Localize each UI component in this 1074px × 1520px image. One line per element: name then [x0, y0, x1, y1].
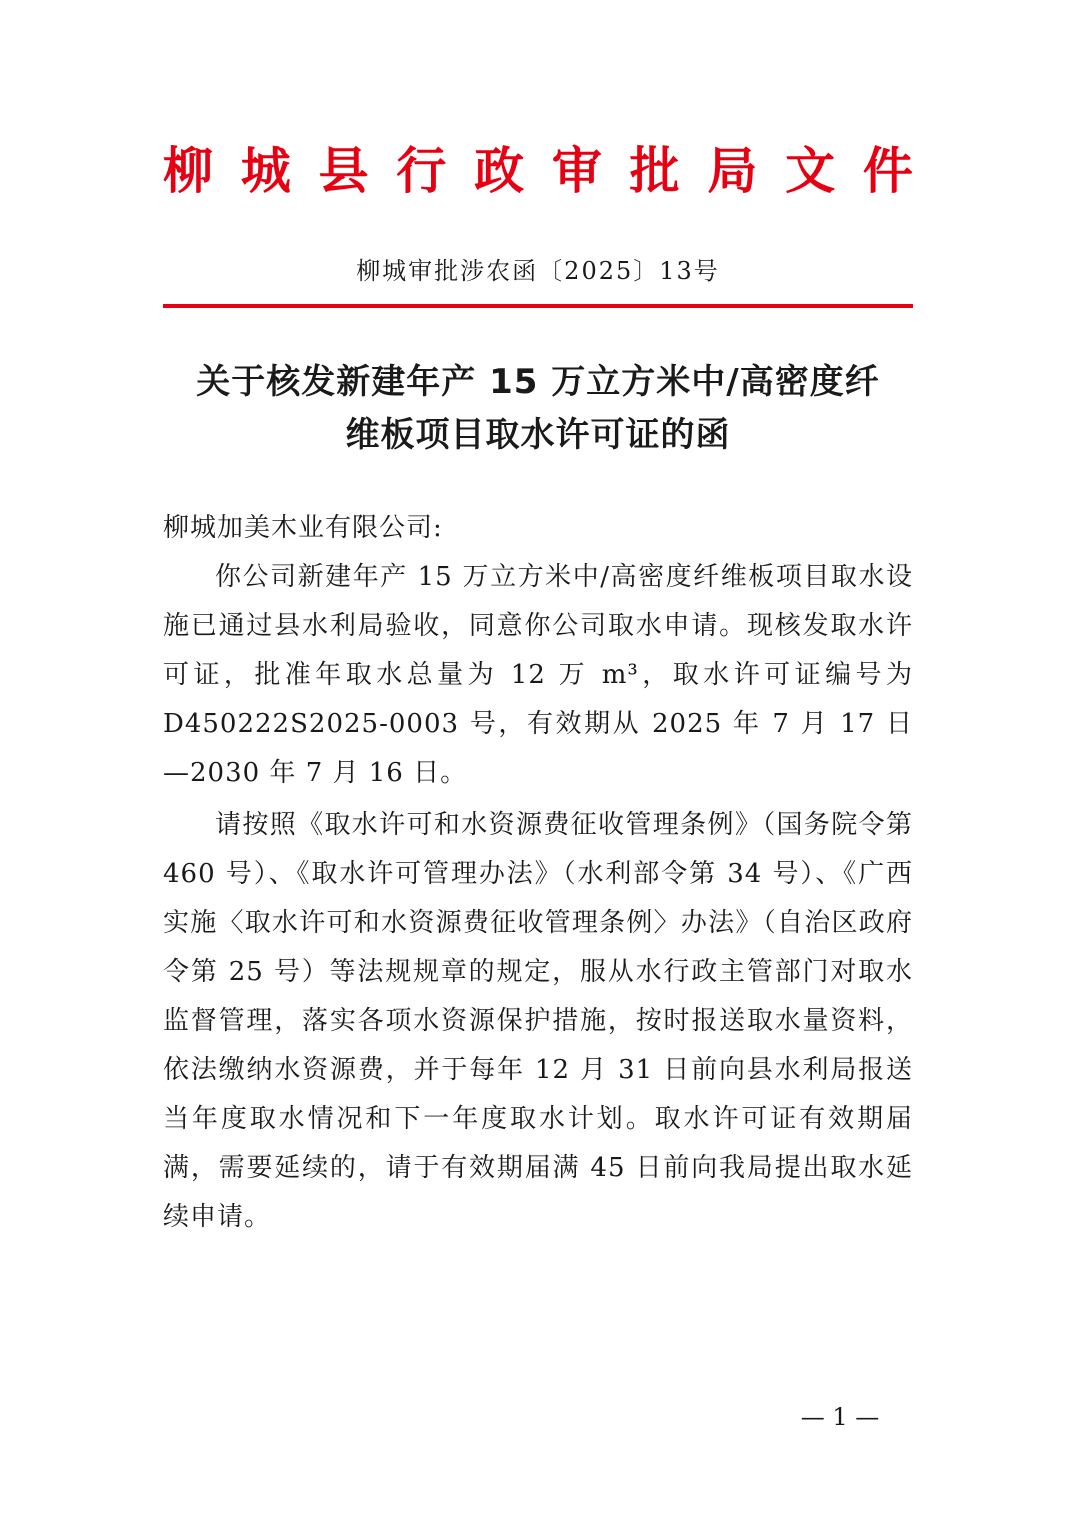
- header-divider: [163, 304, 913, 308]
- issuer-char: 文: [785, 142, 836, 200]
- issuer-char: 政: [474, 142, 525, 200]
- body-paragraph-1: 你公司新建年产 15 万立方米中/高密度纤维板项目取水设施已通过县水利局验收，同意你公司取水申请。现核发取水许可证，批准年取水总量为 12 万 m³，取水许可证编号为 D450222S2025-0003 号，有效期从 2025 年 7 月 17 日—2030 年 7 月 16 日。: [163, 562, 913, 788]
- issuer-char: 局: [707, 142, 758, 200]
- issuer-heading: [163, 140, 913, 202]
- issuer-char: 批: [629, 142, 680, 200]
- issuer-char: 审: [551, 142, 602, 200]
- issuer-char: 件: [862, 142, 913, 200]
- document-title: [163, 356, 913, 462]
- issuer-char: 柳: [163, 142, 213, 200]
- page-number: — 1 —: [800, 1403, 880, 1431]
- title-line-2: 维板项目取水许可证的函: [345, 415, 731, 455]
- issuer-char: 城: [240, 142, 291, 200]
- title-line-1: 关于核发新建年产 15 万立方米中/高密度纤: [196, 362, 880, 402]
- document-number: 柳城审批涉农函〔2025〕13号: [356, 257, 720, 285]
- addressee: 柳城加美木业有限公司:: [163, 513, 443, 543]
- issuer-char: 行: [396, 142, 447, 200]
- body-paragraph-2: 请按照《取水许可和水资源费征收管理条例》（国务院令第 460 号）、《取水许可管理办法》（水利部令第 34 号）、《广西实施〈取水许可和水资源费征收管理条例〉办法》（自治区政府令第 25 号）等法规规章的规定，服从水行政主管部门对取水监督管理，落实各项水资源保护措施，按时报送取水量资料，依法缴纳水资源费，并于每年 12 月 31 日前向县水利局报送当年度取水情况和下一年度取水计划。取水许可证有效期届满，需要延续的，请于有效期届满 45 日前向我局提出取水延续申请。: [163, 810, 913, 1232]
- issuer-char: 县: [318, 142, 369, 200]
- document-body: [163, 504, 913, 1242]
